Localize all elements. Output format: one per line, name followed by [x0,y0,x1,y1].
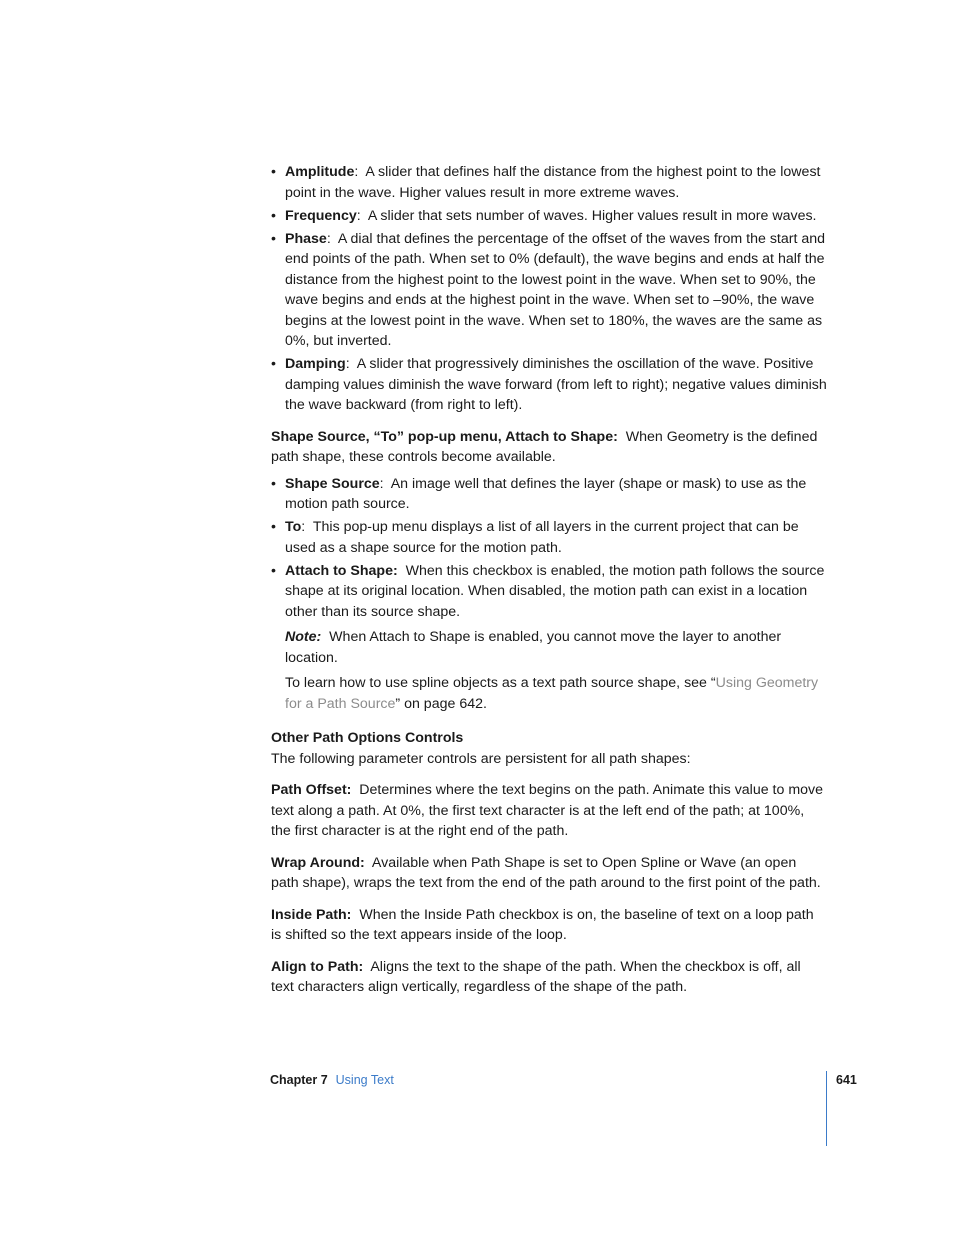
description: Available when Path Shape is set to Open Spline or Wave (an open path shape), wraps the text from the end of the path around to the first point of the path. [271,854,821,891]
list-item: • Phase: A dial that defines the percentage of the offset of the waves from the start and end points of the path. When set to 0% (default), the wave begins and ends at half the distance from the highest point to the lowest point in the wave. When set to 90%, the wave begins and ends at the highest point in the wave. When set to –90%, the wave begins at the lowest point in the wave. When set to 180%, the waves are the same as 0%, but inverted. [271,230,826,349]
note-paragraph [271,627,827,668]
description: Determines where the text begins on the path. Animate this value to move text along a path. At 0%, the first text character is at the left end of the path; at 100%, the first character is at the right end of the path. [271,782,824,839]
page-footer [270,1071,394,1089]
footer-divider [826,1071,827,1146]
list-item: • Shape Source: An image well that defines the layer (shape or mask) to use as the motion path source. [271,475,807,512]
cross-reference-paragraph: To learn how to use spline objects as a text path source shape, see “Using Geometry for a Path Source” on page 642. [285,675,819,712]
param-path-offset [271,780,827,842]
term: Shape Source, “To” pop-up menu, Attach to Shape: [271,428,618,445]
bullet-glyph: • [271,164,276,180]
list-item: • Damping: A slider that progressively diminishes the oscillation of the wave. Positive damping values diminish the wave forward (from left to right); negative values diminish the wave backward (from right to left). [271,356,827,413]
description: An image well that defines the layer (shape or mask) to use as the motion path source. [285,475,807,512]
page-content [271,162,827,998]
param-align-to-path [271,957,827,998]
list-item [271,561,827,623]
description: A slider that defines half the distance from the highest point to the lowest point in the wave. Higher values result in more extreme waves. [285,164,821,201]
param-inside-path [271,905,827,946]
chapter-number: Chapter 7 [270,1073,328,1087]
description: When this checkbox is enabled, the motion path follows the source shape at its original location. When disabled, the motion path can exist in a location other than its source shape. [285,562,825,620]
page-number: 641 [836,1073,857,1087]
list-item: • Amplitude: A slider that defines half the distance from the highest point to the lowest point in the wave. Higher values result in more extreme waves. [271,164,821,201]
term: Phase [285,230,327,247]
bullet-glyph: • [271,230,276,247]
description: When Geometry is the defined path shape, these controls become available. [271,428,818,465]
chapter-title-link[interactable]: Using Text [335,1073,394,1087]
term: Path Offset: [271,782,352,798]
note-label: Note: [285,629,322,645]
bullet-glyph: • [271,562,276,579]
term: Attach to Shape: [285,562,398,579]
term: Damping [285,356,346,372]
section-heading: Other Path Options Controls [271,730,464,746]
description: A slider that progressively diminishes the oscillation of the wave. Positive damping values diminish the wave forward (from left to right); negative values diminish the wave backward (from right to left). [285,356,827,413]
term: Amplitude [285,164,355,180]
section-intro: The following parameter controls are persistent for all path shapes: [271,750,691,767]
description: This pop-up menu displays a list of all layers in the current project that can be used as a shape source for the motion path. [285,519,799,556]
note-text: When Attach to Shape is enabled, you cannot move the layer to another location. [285,629,782,666]
term: Frequency [285,207,357,224]
list-item: • Frequency: A slider that sets number of waves. Higher values result in more waves. [271,206,827,227]
bullet-glyph: • [271,475,276,492]
term: Wrap Around: [271,854,365,871]
bullet-glyph: • [271,207,276,224]
bullet-glyph: • [271,519,276,535]
param-wrap-around [271,853,827,894]
description: When the Inside Path checkbox is on, the baseline of text on a loop path is shifted so the text appears inside of the loop. [271,906,814,943]
description: Aligns the text to the shape of the path. When the checkbox is off, all text characters align vertically, regardless of the shape of the path. [271,958,801,995]
term: Shape Source [285,475,380,492]
shape-source-paragraph [271,427,827,468]
term: Inside Path: [271,906,352,923]
shape-parameter-list [271,474,827,623]
cross-reference-link[interactable]: Using Geometry for a Path Source [285,675,819,712]
description: A dial that defines the percentage of the offset of the waves from the start and end points of the path. When set to 0% (default), the wave begins and ends at half the distance from the highest point to the lowest point in the wave. When set to 90%, the wave begins and ends at the highest point in the wave. When set to –90%, the wave begins at the lowest point in the wave. When set to 180%, the waves are the same as 0%, but inverted. [285,230,826,349]
term: To [285,519,302,535]
wave-parameter-list [271,162,827,416]
bullet-glyph: • [271,356,276,372]
list-item: • To: This pop-up menu displays a list of all layers in the current project that can be used as a shape source for the motion path. [271,519,799,556]
term: Align to Path: [271,958,364,975]
description: A slider that sets number of waves. Higher values result in more waves. [367,207,817,224]
